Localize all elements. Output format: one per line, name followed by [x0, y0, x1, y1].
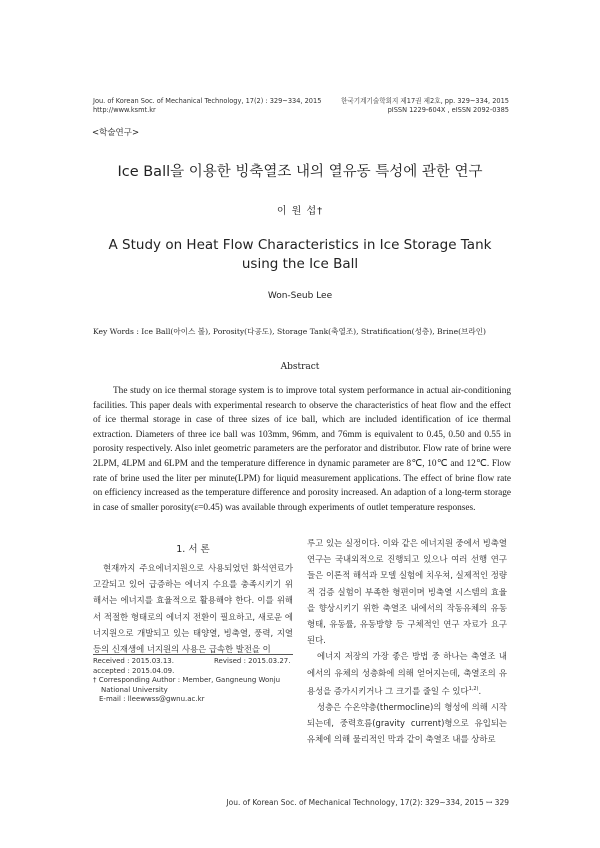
- keywords: Key Words : Ice Ball(아이스 볼), Porosity(다공도), Storage Tank(축열조), Stratification(성층), Brine(브라인): [93, 327, 487, 336]
- journal-citation-left: Jou. of Korean Soc. of Mechanical Technology, 17(2) : 329~334, 2015: [93, 97, 322, 105]
- author-affiliation: National University: [101, 685, 168, 694]
- footnotes: [93, 657, 298, 705]
- accepted-date: accepted : 2015.04.09.: [93, 666, 175, 675]
- right-column: [307, 535, 507, 747]
- korean-author: 이 원 섭†: [276, 206, 324, 217]
- journal-citation-right: 한국기계기술학회지 제17권 제2호, pp. 329~334, 2015: [340, 97, 509, 105]
- paragraph-2-text: 에너지 저장의 가장 좋은 방법 중 하나는 축열조 내에서의 유체의 성층화에 의해 얻어지는데, 축열조의 유용성을 증가시키거나 그 크기를 줄일 수 있다: [307, 651, 507, 696]
- english-author: Won-Seub Lee: [267, 291, 333, 301]
- abstract-text: The study on ice thermal storage system is to improve total system performance in actual air-conditioning facilities. This paper deals with experimental research to observe the characteristics of heat flow and the effect of ice thermal storage in case of three sizes of ice ball, which are included identification of ice thermal extraction. Diameters of three ice ball was 103mm, 96mm, and 76mm is equivalent to 0.45, 0.50 and 0.55 in porosity respectively. Also inlet geometric parameters are the perforator and distributor. Flow rate of brine were 2LPM, 4LPM and 6LPM and the temperature difference in dynamic parameter are 8℃, 10℃ and 12℃. Flow rate of brine used the liter per minute(LPM) for liquid measurement applications. The effect of brine flow rate on efficiency increased as the temperature difference and porosity increased. An adaption of a long-term storage in case of smaller porosity(ε=0.45) was available through experiments of outlet temperature responses.: [93, 386, 511, 513]
- english-title-line-1: A Study on Heat Flow Characteristics in Ice Storage Tank: [108, 237, 492, 253]
- corresponding-author: † Corresponding Author : Member, Gangneung Wonju: [93, 676, 281, 685]
- footnote-divider: [93, 654, 293, 655]
- page-footer: Jou. of Korean Soc. of Mechanical Technology, 17(2): 329~334, 2015 ꟷ 329: [226, 798, 509, 807]
- right-column-paragraph-1: 루고 있는 실정이다. 이와 같은 에너지원 중에서 빙축열 연구는 국내외적으로 진행되고 있으나 여러 선행 연구들은 이론적 해석과 모델 실험에 치우쳐, 실제적인 정량적 검증 실험이 부족한 형편이며 빙축열 시스템의 효율을 향상시키기 위한 축열조 내에서의 작동유체의 유동형태, 유동률, 유동방향 등 구체적인 연구 자료가 요구된다.: [307, 538, 507, 646]
- dates-row: [93, 657, 298, 667]
- left-column: [93, 560, 293, 657]
- english-title-line-2: using the Ice Ball: [241, 256, 359, 272]
- revised-date: Revised : 2015.03.27.: [214, 657, 291, 665]
- author-email[interactable]: E-mail : lleewwss@gwnu.ac.kr: [99, 695, 205, 704]
- left-column-paragraph: 현재까지 주요에너지원으로 사용되었던 화석연료가 고갈되고 있어 급증하는 에너지 수요를 충족시키기 위해서는 에너지를 효율적으로 활용해야 한다. 이를 위해서 적절한 형태로의 에너지 전환이 필요하고, 새로운 에너지원으로 개발되고 있는 태양열, 빙축열, 풍력, 지열 등의 신재생에 너지원의 사용은 급속한 발전을 이: [93, 563, 293, 655]
- journal-issn: pISSN 1229-604X , eISSN 2092-0385: [387, 106, 509, 114]
- received-date: Received : 2015.03.13.: [93, 657, 174, 665]
- abstract-heading: Abstract: [280, 362, 320, 372]
- korean-title: Ice Ball을 이용한 빙축열조 내의 열유동 특성에 관한 연구: [117, 164, 483, 180]
- english-title: [0, 236, 600, 274]
- reference-marker: 1,2): [468, 685, 479, 692]
- section-tag: <학술연구>: [92, 128, 140, 138]
- section-1-heading: 1. 서 론: [176, 544, 210, 555]
- journal-url[interactable]: http://www.ksmt.kr: [93, 106, 156, 114]
- right-column-paragraph-3: 성층은 수온약층(thermocline)의 형성에 의해 시작되는데, 중력흐름(gravity current)형으로 유입되는 유체에 의해 물리적인 막과 같이 축열조 내를 상하로: [307, 701, 507, 745]
- right-column-paragraph-2: 에너지 저장의 가장 좋은 방법 중 하나는 축열조 내에서의 유체의 성층화에 의해 얻어지는데, 축열조의 유용성을 증가시키거나 그 크기를 줄일 수 있다$^{1,2)}$.: [307, 651, 507, 696]
